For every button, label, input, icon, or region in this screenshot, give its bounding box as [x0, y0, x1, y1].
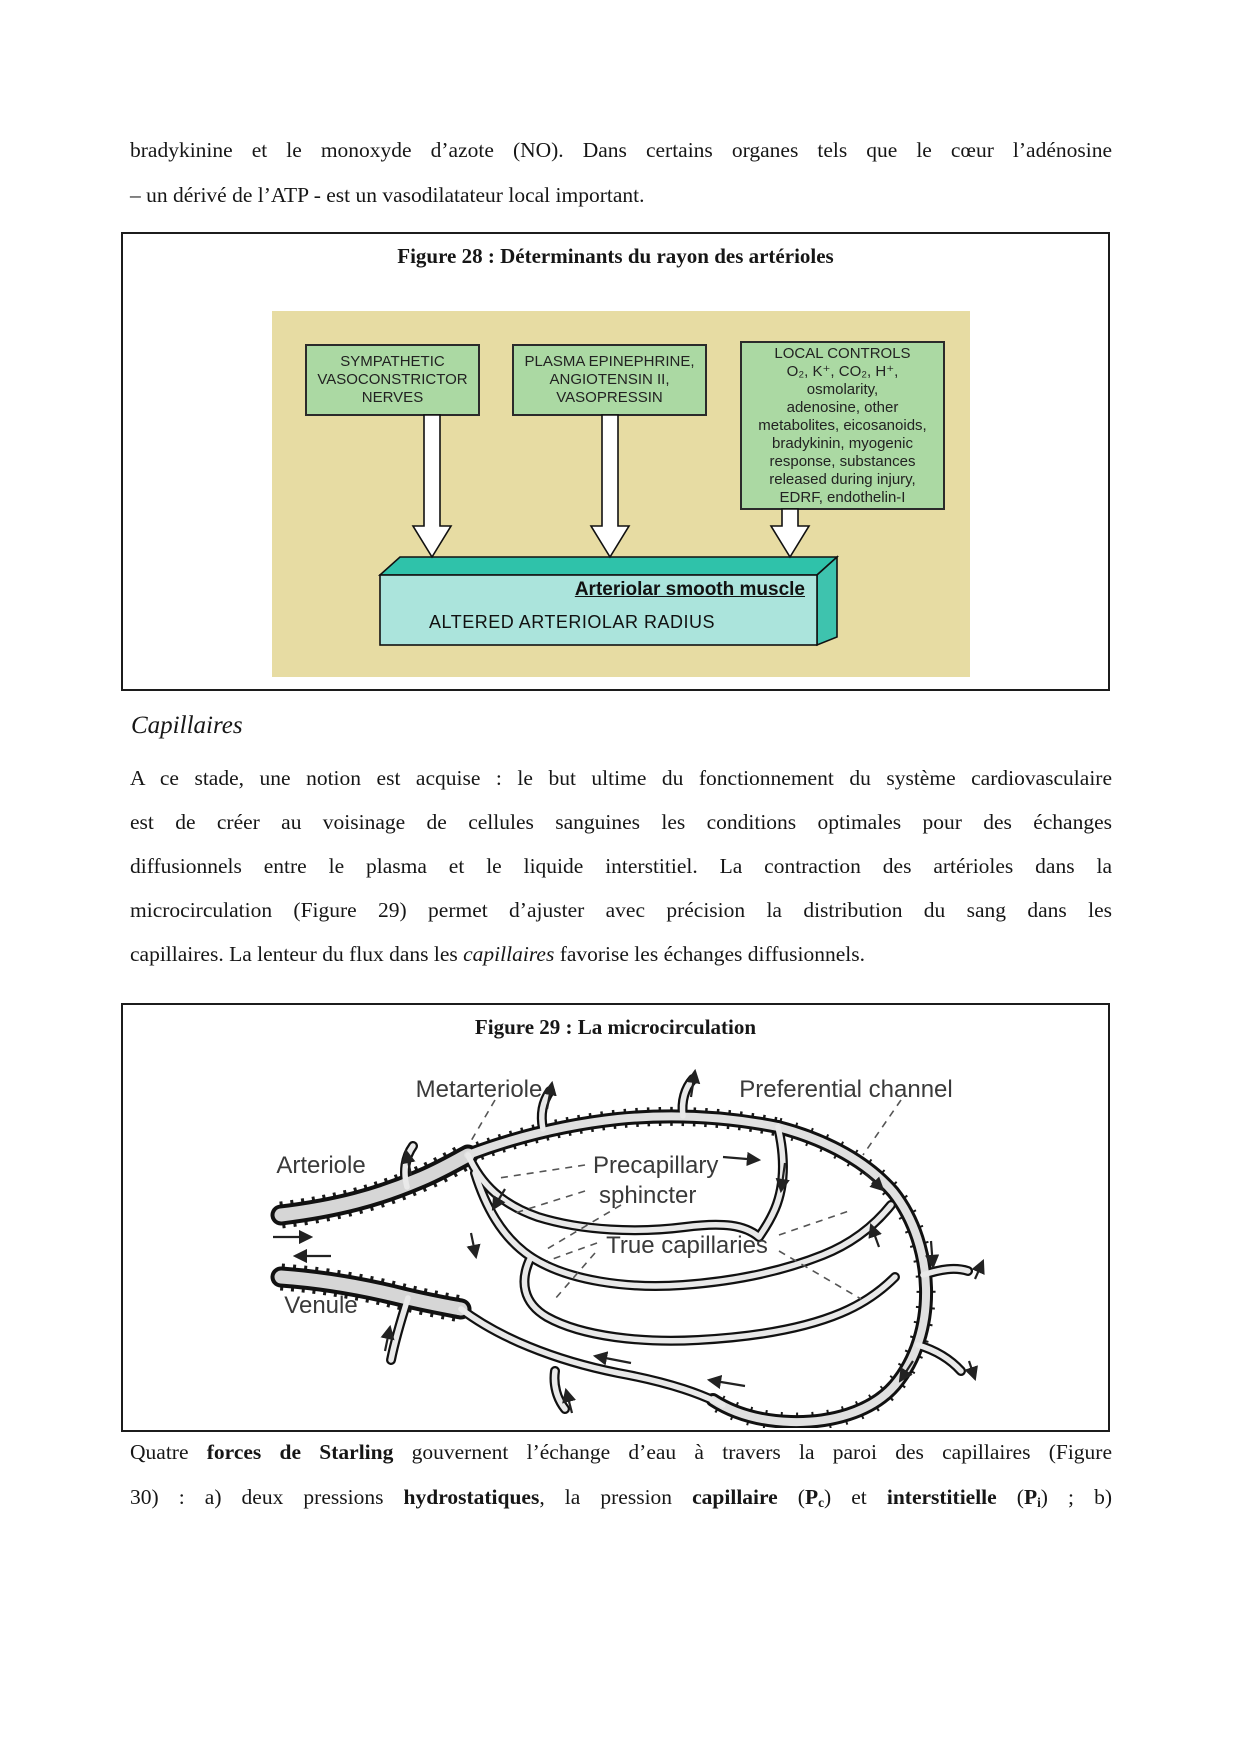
box-line: ANGIOTENSIN II,	[549, 371, 670, 388]
flow-arrow-icon	[931, 1241, 933, 1267]
altered-arteriolar-radius-label: ALTERED ARTERIOLAR RADIUS	[429, 612, 715, 632]
box-line: bradykinin, myogenic	[772, 434, 913, 452]
flow-arrow-icon	[471, 1233, 476, 1257]
figure-28-caption: Figure 28 : Déterminants du rayon des artérioles	[397, 244, 834, 268]
section-heading: Capillaires	[131, 712, 243, 739]
arteriole-label: Arteriole	[276, 1152, 366, 1179]
down-block-arrow-icon	[591, 415, 629, 557]
teal-box-top-face	[380, 557, 837, 575]
box-line: osmolarity,	[806, 380, 879, 398]
text-line: est de créer au voisinage de cellules sanguines les conditions optimales pour des échanges	[130, 810, 1112, 834]
down-block-arrow-icon	[771, 509, 809, 557]
box-line: EDRF, endothelin-I	[779, 488, 906, 506]
precapillary-sphincter-label: sphincter	[599, 1182, 697, 1209]
box-line: NERVES	[361, 389, 424, 406]
arteriolar-smooth-muscle-label: Arteriolar smooth muscle	[574, 579, 805, 600]
figure-29-caption: Figure 29 : La microcirculation	[474, 1015, 757, 1039]
body-paragraph	[130, 1430, 1112, 1520]
text-line: Quatre forces de Starling gouvernent l’échange d’eau à travers la paroi des capillaires (Figure	[130, 1440, 1112, 1464]
text-line: – un dérivé de l’ATP - est un vasodilatateur local important.	[130, 183, 645, 207]
flow-arrow-icon	[723, 1157, 759, 1160]
true-capillaries-label: True capillaries	[606, 1232, 768, 1259]
flow-arrow-icon	[709, 1380, 745, 1386]
preferential-channel-label: Preferential channel	[739, 1076, 953, 1103]
flow-arrow-icon	[969, 1361, 975, 1379]
text-line: microcirculation (Figure 29) permet d’ajuster avec précision la distribution du sang dans les	[130, 898, 1112, 922]
venule-label: Venule	[284, 1292, 358, 1319]
intro-paragraph	[130, 128, 1112, 218]
box-line: LOCAL CONTROLS	[774, 344, 911, 362]
flow-arrow-icon	[975, 1261, 983, 1279]
text-line: 30) : a) deux pressions hydrostatiques, la pression capillaire (Pc) et interstitielle (Pi) ; b)	[130, 1485, 1112, 1510]
box-line: VASOPRESSIN	[556, 389, 663, 406]
down-block-arrow-icon	[413, 415, 451, 557]
microcirculation-diagram	[123, 1045, 1108, 1428]
box-line: SYMPATHETIC	[340, 353, 445, 370]
figure-28-diagram	[272, 311, 970, 677]
figure-29	[121, 1003, 1110, 1432]
body-paragraph	[130, 756, 1112, 976]
text-line: A ce stade, une notion est acquise : le but ultime du fonctionnement du système cardiovasculaire	[130, 766, 1112, 790]
metarteriole-label: Metarteriole	[415, 1076, 543, 1103]
box-line: adenosine, other	[786, 398, 899, 416]
figure-28	[121, 232, 1110, 691]
box-line: metabolites, eicosanoids,	[758, 416, 927, 434]
precapillary-sphincter-label: Precapillary	[593, 1152, 719, 1179]
box-line: O₂, K⁺, CO₂, H⁺,	[786, 362, 899, 380]
box-line: released during injury,	[769, 470, 916, 488]
flow-arrow-icon	[595, 1356, 631, 1363]
box-line: response, substances	[769, 452, 916, 470]
text-line: diffusionnels entre le plasma et le liquide interstitiel. La contraction des artérioles dans la	[130, 854, 1112, 878]
text-line: capillaires. La lenteur du flux dans les capillaires favorise les échanges diffusionnels.	[130, 942, 865, 966]
box-line: VASOCONSTRICTOR	[317, 371, 468, 388]
box-line: PLASMA EPINEPHRINE,	[524, 353, 695, 370]
text-line: bradykinine et le monoxyde d’azote (NO). Dans certains organes tels que le cœur l’adénosine	[130, 138, 1112, 162]
